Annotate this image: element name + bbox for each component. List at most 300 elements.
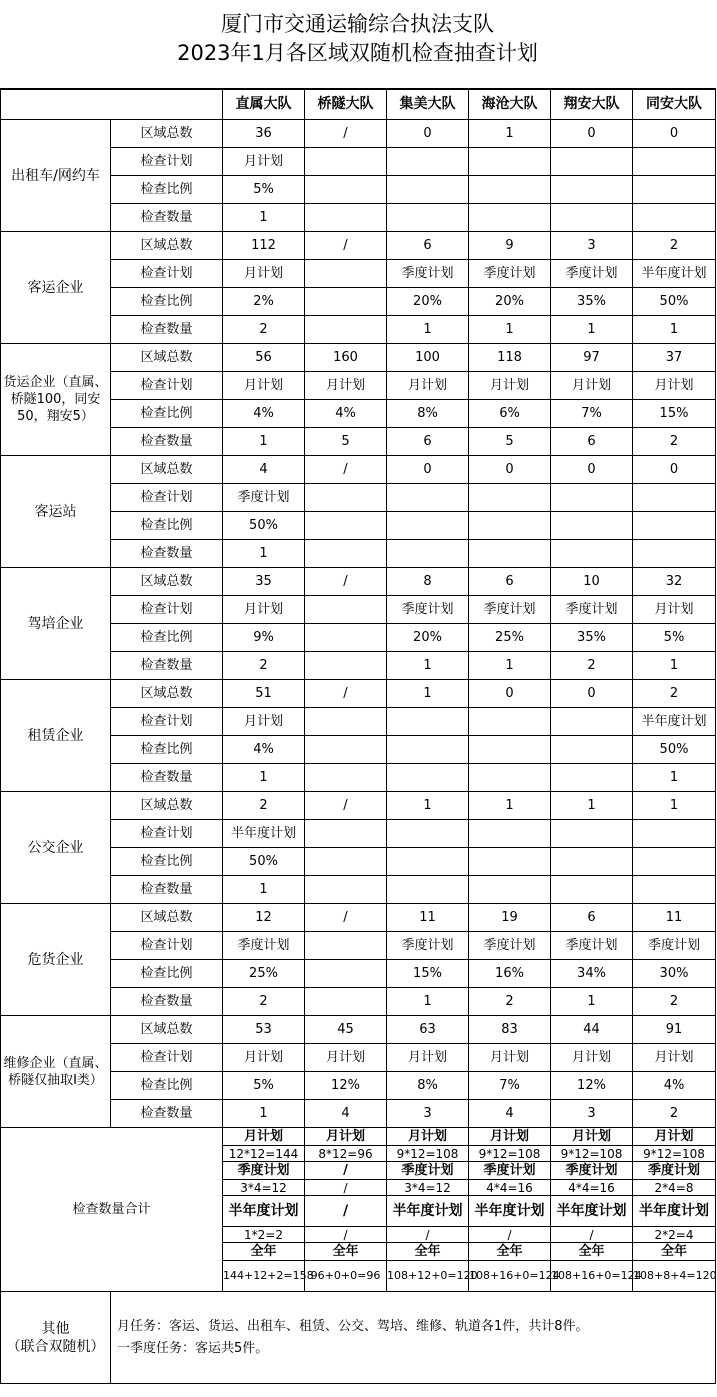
row-label: 检查计划 <box>111 932 223 960</box>
table-cell <box>387 204 469 232</box>
table-cell: 7% <box>469 1072 551 1100</box>
table-cell: 月计划 <box>387 372 469 400</box>
table-cell: 50% <box>223 848 305 876</box>
summary-cell: 季度计划 <box>387 1162 469 1180</box>
table-cell <box>387 848 469 876</box>
row-label: 检查数量 <box>111 540 223 568</box>
table-cell: 5% <box>223 1072 305 1100</box>
other-text <box>111 1292 716 1384</box>
table-cell: 1 <box>469 652 551 680</box>
row-label: 检查比例 <box>111 400 223 428</box>
table-cell <box>305 988 387 1016</box>
summary-cell: 8*12=96 <box>305 1146 387 1162</box>
table-cell: 1 <box>223 764 305 792</box>
table-cell: 1 <box>387 988 469 1016</box>
row-label: 区域总数 <box>111 344 223 372</box>
category-name: 公交企业 <box>1 792 111 904</box>
other-text-line: 月任务：客运、货运、出租车、租赁、公交、驾培、维修、轨道各1件，共计8件。 <box>117 1318 589 1334</box>
table-cell: 4 <box>223 456 305 484</box>
table-cell <box>469 176 551 204</box>
table-cell: 月计划 <box>469 372 551 400</box>
table-cell: 25% <box>469 624 551 652</box>
table-cell: / <box>305 120 387 148</box>
row-label: 检查计划 <box>111 260 223 288</box>
table-cell: / <box>305 680 387 708</box>
table-cell: 160 <box>305 344 387 372</box>
table-cell: 季度计划 <box>469 932 551 960</box>
summary-label: 检查数量合计 <box>1 1128 223 1292</box>
row-label: 区域总数 <box>111 568 223 596</box>
summary-cell: / <box>387 1227 469 1243</box>
table-cell: 1 <box>223 540 305 568</box>
table-cell: 50% <box>633 288 716 316</box>
table-cell: 19 <box>469 904 551 932</box>
row-label: 检查计划 <box>111 708 223 736</box>
summary-cell: 9*12=108 <box>387 1146 469 1162</box>
table-cell <box>469 820 551 848</box>
summary-cell: 全年 <box>223 1243 305 1261</box>
summary-cell: 4*4=16 <box>469 1180 551 1196</box>
header-row <box>1 89 716 120</box>
table-cell <box>469 484 551 512</box>
row-label: 区域总数 <box>111 904 223 932</box>
table-cell: 0 <box>633 456 716 484</box>
row-label: 检查比例 <box>111 288 223 316</box>
table-cell: 季度计划 <box>551 260 633 288</box>
row-label: 检查数量 <box>111 316 223 344</box>
summary-cell: 108+16+0=124 <box>551 1261 633 1292</box>
table-cell: 3 <box>551 232 633 260</box>
table-cell: 112 <box>223 232 305 260</box>
row-label: 区域总数 <box>111 120 223 148</box>
table-cell: 月计划 <box>387 1044 469 1072</box>
table-cell: 2 <box>633 680 716 708</box>
table-cell: 1 <box>469 792 551 820</box>
summary-cell: 季度计划 <box>469 1162 551 1180</box>
table-cell: 45 <box>305 1016 387 1044</box>
row-label: 检查比例 <box>111 176 223 204</box>
table-cell <box>633 820 716 848</box>
table-cell: 月计划 <box>223 148 305 176</box>
summary-cell: 季度计划 <box>223 1162 305 1180</box>
table-cell <box>305 148 387 176</box>
table-cell: 1 <box>551 316 633 344</box>
table-cell: / <box>305 568 387 596</box>
table-cell: 5 <box>469 428 551 456</box>
table-cell: 季度计划 <box>551 596 633 624</box>
summary-cell: 9*12=108 <box>633 1146 716 1162</box>
table-cell: 15% <box>633 400 716 428</box>
table-cell: 1 <box>223 428 305 456</box>
table-cell: 1 <box>551 792 633 820</box>
table-cell <box>305 288 387 316</box>
summary-cell: 12*12=144 <box>223 1146 305 1162</box>
table-cell: 月计划 <box>551 1044 633 1072</box>
table-cell: 3 <box>551 1100 633 1128</box>
category-name: 危货企业 <box>1 904 111 1016</box>
table-cell <box>551 512 633 540</box>
table-cell: 9 <box>469 232 551 260</box>
table-row <box>1 344 716 372</box>
table-cell <box>387 736 469 764</box>
table-cell: 63 <box>387 1016 469 1044</box>
table-cell: 季度计划 <box>387 596 469 624</box>
row-label: 检查数量 <box>111 876 223 904</box>
category-name: 租赁企业 <box>1 680 111 792</box>
table-cell <box>633 540 716 568</box>
summary-cell: 4*4=16 <box>551 1180 633 1196</box>
table-cell <box>633 484 716 512</box>
category-name: 客运站 <box>1 456 111 568</box>
table-cell: 月计划 <box>305 372 387 400</box>
document-title <box>0 0 715 88</box>
table-cell <box>305 204 387 232</box>
row-label: 区域总数 <box>111 232 223 260</box>
table-cell: 2 <box>469 988 551 1016</box>
table-cell <box>305 316 387 344</box>
row-label: 检查比例 <box>111 1072 223 1100</box>
table-cell: 6% <box>469 400 551 428</box>
table-cell: 91 <box>633 1016 716 1044</box>
table-cell <box>469 764 551 792</box>
table-cell: 月计划 <box>223 708 305 736</box>
row-label: 区域总数 <box>111 1016 223 1044</box>
table-cell: 36 <box>223 120 305 148</box>
table-cell: 5% <box>223 176 305 204</box>
table-cell <box>387 512 469 540</box>
table-cell: 0 <box>551 680 633 708</box>
column-header: 海沧大队 <box>469 89 551 120</box>
other-row <box>1 1292 716 1384</box>
summary-cell: 半年度计划 <box>469 1196 551 1227</box>
table-cell <box>387 820 469 848</box>
table-row <box>1 904 716 932</box>
table-cell: 2 <box>551 652 633 680</box>
summary-cell: 9*12=108 <box>469 1146 551 1162</box>
summary-cell: / <box>551 1227 633 1243</box>
other-label-line: （联合双随机） <box>6 1338 105 1355</box>
row-label: 检查数量 <box>111 988 223 1016</box>
row-label: 检查数量 <box>111 652 223 680</box>
summary-cell: / <box>469 1227 551 1243</box>
table-cell: 季度计划 <box>387 932 469 960</box>
table-cell <box>469 204 551 232</box>
table-cell: / <box>305 456 387 484</box>
summary-cell: 半年度计划 <box>551 1196 633 1227</box>
table-cell: 4 <box>469 1100 551 1128</box>
table-cell: 2 <box>223 316 305 344</box>
table-cell: 月计划 <box>223 1044 305 1072</box>
row-label: 检查数量 <box>111 428 223 456</box>
table-cell: 32 <box>633 568 716 596</box>
table-cell: 季度计划 <box>387 260 469 288</box>
summary-cell: 全年 <box>469 1243 551 1261</box>
table-cell <box>551 204 633 232</box>
other-label-line: 其他 <box>41 1320 70 1337</box>
table-cell: 1 <box>469 316 551 344</box>
table-cell: 半年度计划 <box>633 260 716 288</box>
table-cell: 1 <box>387 316 469 344</box>
table-cell: 月计划 <box>551 372 633 400</box>
table-cell: 12 <box>223 904 305 932</box>
table-cell: 53 <box>223 1016 305 1044</box>
row-label: 区域总数 <box>111 456 223 484</box>
row-label: 检查计划 <box>111 372 223 400</box>
table-cell: 0 <box>469 680 551 708</box>
summary-cell: 108+12+0=120 <box>387 1261 469 1292</box>
table-cell: 20% <box>387 288 469 316</box>
table-cell: 6 <box>551 904 633 932</box>
table-cell: 0 <box>387 120 469 148</box>
column-header: 直属大队 <box>223 89 305 120</box>
table-cell: 15% <box>387 960 469 988</box>
table-cell <box>305 960 387 988</box>
table-cell <box>633 512 716 540</box>
table-cell <box>387 484 469 512</box>
table-cell: 0 <box>387 456 469 484</box>
table-cell <box>633 176 716 204</box>
column-header: 翔安大队 <box>551 89 633 120</box>
table-cell: 10 <box>551 568 633 596</box>
table-cell: 季度计划 <box>551 932 633 960</box>
table-cell: 1 <box>387 652 469 680</box>
table-cell <box>305 708 387 736</box>
table-cell: 月计划 <box>223 596 305 624</box>
table-row <box>1 792 716 820</box>
table-cell <box>633 148 716 176</box>
table-cell <box>469 540 551 568</box>
table-cell: 0 <box>469 456 551 484</box>
table-cell <box>633 876 716 904</box>
table-cell: 1 <box>633 652 716 680</box>
table-cell: / <box>305 904 387 932</box>
row-label: 检查计划 <box>111 1044 223 1072</box>
title-line-2: 2023年1月各区域双随机检查抽查计划 <box>177 41 538 65</box>
summary-cell: 144+12+2=158 <box>223 1261 305 1292</box>
table-cell: 2 <box>223 988 305 1016</box>
table-cell <box>387 176 469 204</box>
table-cell: 季度计划 <box>469 260 551 288</box>
table-cell: 8% <box>387 1072 469 1100</box>
table-cell: 12% <box>305 1072 387 1100</box>
category-name: 出租车/网约车 <box>1 120 111 232</box>
table-cell <box>305 484 387 512</box>
summary-cell: 全年 <box>387 1243 469 1261</box>
column-header: 集美大队 <box>387 89 469 120</box>
table-cell <box>387 764 469 792</box>
summary-cell: / <box>305 1196 387 1227</box>
table-cell: 月计划 <box>305 1044 387 1072</box>
table-cell: 25% <box>223 960 305 988</box>
table-cell: 34% <box>551 960 633 988</box>
table-cell <box>305 652 387 680</box>
title-line-1: 厦门市交通运输综合执法支队 <box>221 12 494 36</box>
table-cell <box>469 876 551 904</box>
table-row <box>1 568 716 596</box>
table-cell: 4% <box>223 400 305 428</box>
table-cell: 1 <box>223 1100 305 1128</box>
table-cell <box>305 596 387 624</box>
table-cell: 季度计划 <box>633 932 716 960</box>
table-cell: 月计划 <box>633 596 716 624</box>
table-cell: 1 <box>633 792 716 820</box>
row-label: 区域总数 <box>111 792 223 820</box>
row-label: 检查计划 <box>111 148 223 176</box>
table-cell: 16% <box>469 960 551 988</box>
table-cell: 51 <box>223 680 305 708</box>
table-cell: 季度计划 <box>223 484 305 512</box>
table-cell: 37 <box>633 344 716 372</box>
table-cell: 2% <box>223 288 305 316</box>
table-cell: 月计划 <box>633 372 716 400</box>
table-cell: 9% <box>223 624 305 652</box>
table-cell: 月计划 <box>223 372 305 400</box>
table-cell: 3 <box>387 1100 469 1128</box>
summary-cell: 月计划 <box>551 1128 633 1146</box>
table-cell <box>551 708 633 736</box>
table-cell: 2 <box>223 652 305 680</box>
summary-cell: 半年度计划 <box>223 1196 305 1227</box>
table-cell <box>551 484 633 512</box>
table-cell: 6 <box>551 428 633 456</box>
table-cell <box>633 848 716 876</box>
table-cell: 1 <box>551 988 633 1016</box>
table-cell: 0 <box>551 456 633 484</box>
table-cell <box>633 204 716 232</box>
table-cell: 7% <box>551 400 633 428</box>
table-cell: 1 <box>469 120 551 148</box>
row-label: 检查计划 <box>111 596 223 624</box>
table-cell: 4% <box>223 736 305 764</box>
table-cell <box>305 540 387 568</box>
table-cell <box>469 148 551 176</box>
table-cell: 1 <box>387 680 469 708</box>
row-label: 检查计划 <box>111 484 223 512</box>
table-cell <box>305 764 387 792</box>
table-cell: 1 <box>223 876 305 904</box>
row-label: 检查比例 <box>111 736 223 764</box>
table-row <box>1 120 716 148</box>
table-cell <box>305 736 387 764</box>
table-cell: 100 <box>387 344 469 372</box>
table-cell <box>305 820 387 848</box>
table-cell: 50% <box>633 736 716 764</box>
table-cell: 5% <box>633 624 716 652</box>
table-cell <box>305 512 387 540</box>
row-label: 检查数量 <box>111 1100 223 1128</box>
table-row <box>1 680 716 708</box>
table-cell <box>305 624 387 652</box>
table-row <box>1 1016 716 1044</box>
table-cell <box>551 176 633 204</box>
header-corner <box>1 89 223 120</box>
table-cell: 11 <box>387 904 469 932</box>
table-cell <box>551 876 633 904</box>
summary-cell: 月计划 <box>469 1128 551 1146</box>
table-cell <box>551 820 633 848</box>
table-cell: 118 <box>469 344 551 372</box>
table-cell: 季度计划 <box>469 596 551 624</box>
table-cell: 4% <box>633 1072 716 1100</box>
table-cell <box>551 848 633 876</box>
table-row <box>1 456 716 484</box>
table-cell <box>469 512 551 540</box>
summary-cell: 全年 <box>551 1243 633 1261</box>
table-cell: 0 <box>633 120 716 148</box>
summary-cell: 3*4=12 <box>387 1180 469 1196</box>
summary-cell: 2*2=4 <box>633 1227 716 1243</box>
summary-cell: 3*4=12 <box>223 1180 305 1196</box>
inspection-plan-table <box>0 88 716 1384</box>
table-cell: 2 <box>223 792 305 820</box>
other-text-line: 一季度任务：客运共5件。 <box>117 1340 269 1356</box>
category-name: 驾培企业 <box>1 568 111 680</box>
summary-cell: 全年 <box>305 1243 387 1261</box>
table-cell: 月计划 <box>469 1044 551 1072</box>
table-cell: 6 <box>387 232 469 260</box>
table-cell <box>469 736 551 764</box>
column-header: 桥隧大队 <box>305 89 387 120</box>
summary-cell: / <box>305 1162 387 1180</box>
table-cell: 8% <box>387 400 469 428</box>
table-cell: 35% <box>551 624 633 652</box>
table-cell: 半年度计划 <box>633 708 716 736</box>
summary-cell: 96+0+0=96 <box>305 1261 387 1292</box>
table-cell <box>387 148 469 176</box>
row-label: 区域总数 <box>111 680 223 708</box>
row-label: 检查比例 <box>111 848 223 876</box>
summary-cell: 半年度计划 <box>633 1196 716 1227</box>
table-cell <box>305 876 387 904</box>
summary-cell: 月计划 <box>387 1128 469 1146</box>
table-cell: 5 <box>305 428 387 456</box>
table-cell: 97 <box>551 344 633 372</box>
category-name: 维修企业（直属、桥隧仅抽取I类） <box>1 1016 111 1128</box>
table-cell: / <box>305 792 387 820</box>
table-cell <box>387 708 469 736</box>
table-cell: 0 <box>551 120 633 148</box>
summary-cell: 月计划 <box>633 1128 716 1146</box>
table-cell <box>469 848 551 876</box>
summary-cell: 月计划 <box>305 1128 387 1146</box>
table-cell <box>305 176 387 204</box>
table-cell: 4% <box>305 400 387 428</box>
summary-cell: / <box>305 1180 387 1196</box>
table-cell: 20% <box>387 624 469 652</box>
table-cell: 半年度计划 <box>223 820 305 848</box>
table-cell: 2 <box>633 232 716 260</box>
table-cell: 1 <box>633 316 716 344</box>
summary-cell: 9*12=108 <box>551 1146 633 1162</box>
table-cell: 8 <box>387 568 469 596</box>
table-cell <box>387 540 469 568</box>
row-label: 检查数量 <box>111 764 223 792</box>
summary-cell: / <box>305 1227 387 1243</box>
table-cell: 35 <box>223 568 305 596</box>
table-cell: 11 <box>633 904 716 932</box>
table-cell: 月计划 <box>223 260 305 288</box>
table-cell: / <box>305 232 387 260</box>
table-cell: 50% <box>223 512 305 540</box>
table-cell: 30% <box>633 960 716 988</box>
row-label: 检查比例 <box>111 624 223 652</box>
summary-cell: 108+8+4=120 <box>633 1261 716 1292</box>
table-cell <box>305 260 387 288</box>
table-cell: 1 <box>387 792 469 820</box>
summary-row <box>1 1128 716 1146</box>
table-cell: 2 <box>633 1100 716 1128</box>
other-label <box>1 1292 111 1384</box>
